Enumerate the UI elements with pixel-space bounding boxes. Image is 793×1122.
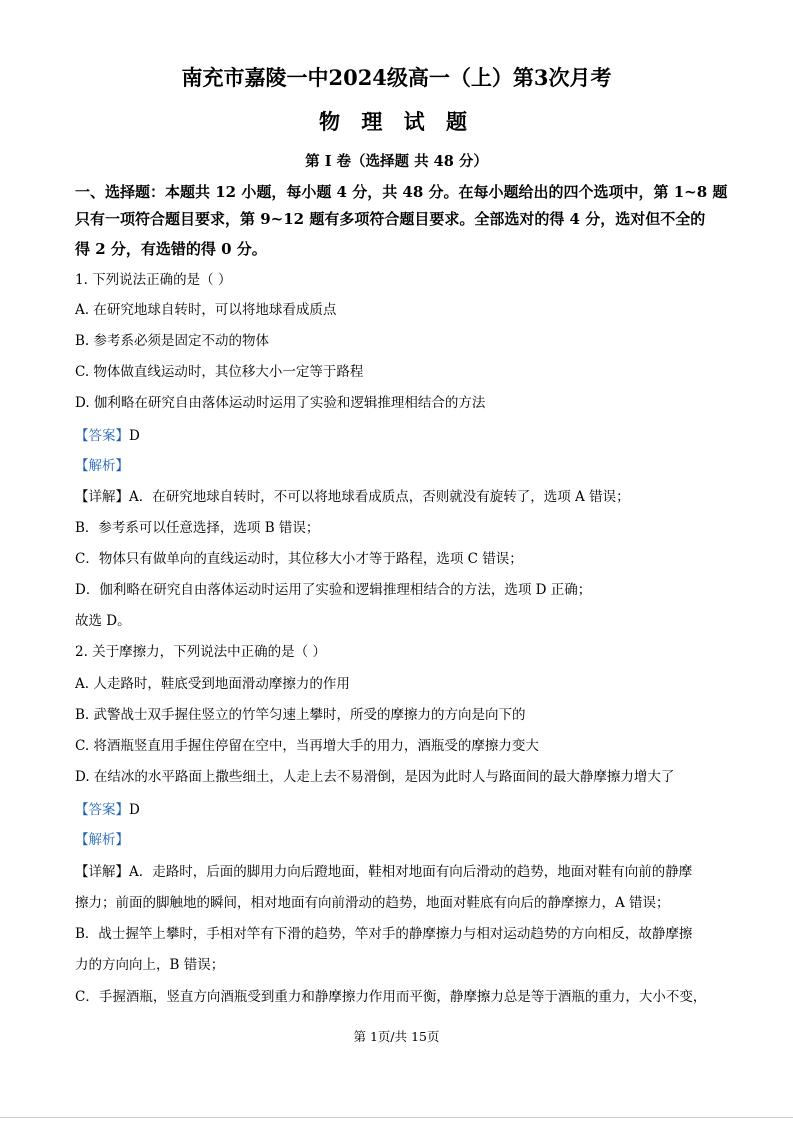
q2-option-c: C. 将酒瓶竖直用手握住停留在空中，当再增大手的用力，酒瓶受的摩擦力变大 (75, 738, 539, 754)
q1-conclusion: 故选 D。 (75, 613, 131, 629)
q2-stem: 2. 关于摩擦力，下列说法中正确的是（ ） (75, 644, 326, 660)
q1-option-c: C. 物体做直线运动时，其位移大小一定等于路程 (75, 364, 364, 380)
section-instructions-line-2: 只有一项符合题目要求，第 9~12 题有多项符合题目要求。全部选对的得 4 分，选对但不全的 (75, 210, 706, 228)
section-instructions-line-3: 得 2 分，有选错的得 0 分。 (75, 240, 267, 258)
q1-option-a: A. 在研究地球自转时，可以将地球看成质点 (75, 302, 337, 318)
q2-option-d: D. 在结冰的水平路面上撒些细土，人走上去不易滑倒，是因为此时人与路面间的最大静摩擦力增大了 (75, 769, 675, 785)
page-bottom-divider (0, 1117, 793, 1118)
q2-detail-tag: 【详解】 (75, 864, 129, 880)
q2-option-a: A. 人走路时，鞋底受到地面滑动摩擦力的作用 (75, 676, 350, 692)
subject-title: 物 理 试 题 (319, 109, 474, 134)
q2-detail-line-1: 【详解】A．走路时，后面的脚用力向后蹬地面，鞋相对地面有向后滑动的趋势，地面对鞋有向前的静摩 (75, 864, 693, 880)
q2-answer-tag: 【答案】 (75, 802, 129, 818)
q1-option-d: D. 伽利略在研究自由落体运动时运用了实验和逻辑推理相结合的方法 (75, 395, 486, 411)
q1-detail-line-1: 【详解】A．在研究地球自转时，不可以将地球看成质点，否则就没有旋转了，选项 A 错误； (75, 489, 630, 505)
section-instructions-line-1: 一、选择题：本题共 12 小题，每小题 4 分，共 48 分。在每小题给出的四个选项中，第 1~8 题 (75, 183, 728, 201)
q1-answer (75, 424, 140, 444)
q2-detail-line-3: B．战士握竿上攀时，手相对竿有下滑的趋势，竿对手的静摩擦力与相对运动趋势的方向相反，故静摩擦 (75, 926, 693, 942)
q2-detail-line-2: 擦力；前面的脚触地的瞬间，相对地面有向前滑动的趋势，地面对鞋底有向后的静摩擦力，A 错误； (75, 895, 670, 911)
q2-option-b: B. 武警战士双手握住竖立的竹竿匀速上攀时，所受的摩擦力的方向是向下的 (75, 707, 526, 723)
q2-analysis-tag: 【解析】 (75, 832, 129, 848)
q2-detail-line-4: 力的方向向上，B 错误； (75, 957, 225, 973)
q2-answer-value: D (129, 802, 140, 818)
exam-title: 南充市嘉陵一中2024级高一（上）第3次月考 (181, 65, 612, 90)
page-number: 第 1页/共 15页 (353, 1029, 440, 1044)
q1-detail-line-2: B．参考系可以任意选择，选项 B 错误； (75, 520, 320, 536)
q2-answer (75, 798, 140, 818)
q1-detail-line-4: D．伽利略在研究自由落体运动时运用了实验和逻辑推理相结合的方法，选项 D 正确； (75, 582, 592, 598)
q2-detail-line-5: C．手握酒瓶，竖直方向酒瓶受到重力和静摩擦力作用而平衡，静摩擦力总是等于酒瓶的重力，大小不变， (75, 989, 707, 1005)
q1-detail-line-3: C．物体只有做单向的直线运动时，其位移大小才等于路程，选项 C 错误； (75, 551, 523, 567)
q1-option-b: B. 参考系必须是固定不动的物体 (75, 333, 270, 349)
q1-detail-tag: 【详解】 (75, 489, 129, 505)
q1-answer-value: D (129, 428, 140, 444)
q1-stem: 1. 下列说法正确的是（ ） (75, 272, 232, 288)
volume-heading: 第 I 卷（选择题 共 48 分） (305, 153, 488, 170)
q1-analysis-tag: 【解析】 (75, 458, 129, 474)
q1-answer-tag: 【答案】 (75, 428, 129, 444)
